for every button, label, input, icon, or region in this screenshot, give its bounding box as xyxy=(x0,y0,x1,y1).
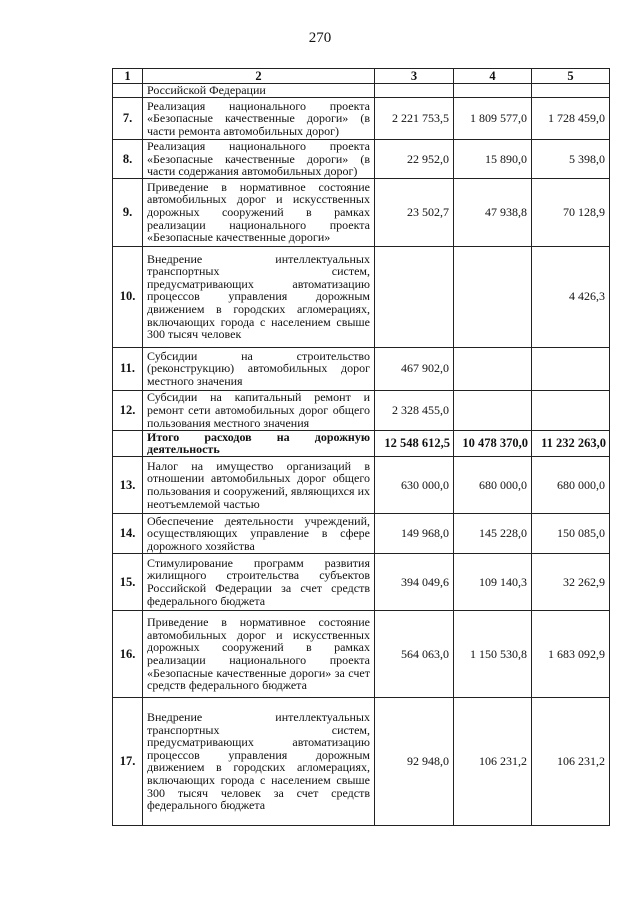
table-body xyxy=(113,84,610,826)
table-row-total xyxy=(113,430,610,456)
row-value-col5: 1 683 092,9 xyxy=(532,610,610,697)
row-value-col3 xyxy=(375,84,454,98)
row-value-col5: 32 262,9 xyxy=(532,553,610,610)
column-header-2: 2 xyxy=(143,69,375,84)
row-number: 17. xyxy=(113,697,143,825)
table-row xyxy=(113,553,610,610)
row-value-col5: 150 085,0 xyxy=(532,513,610,553)
row-value-col5: 680 000,0 xyxy=(532,456,610,513)
row-number xyxy=(113,84,143,98)
table-row xyxy=(113,246,610,347)
table-row xyxy=(113,347,610,390)
row-number: 9. xyxy=(113,178,143,246)
table-header-row xyxy=(113,69,610,84)
column-header-3: 3 xyxy=(375,69,454,84)
row-value-col3: 22 952,0 xyxy=(375,140,454,179)
row-number: 8. xyxy=(113,140,143,179)
table-row xyxy=(113,140,610,179)
row-value-col4: 47 938,8 xyxy=(454,178,532,246)
row-value-col3: 23 502,7 xyxy=(375,178,454,246)
row-description: Внедрение интеллектуальных транспортных систем, предусматривающих автоматизацию процессов управления дорожным движением в городских агломерациях, включающих города с населением свыше 300 тысяч человек за счет средств федерального бюджета xyxy=(143,697,375,825)
row-value-col5: 106 231,2 xyxy=(532,697,610,825)
row-description: Реализация национального проекта «Безопасные качественные дороги» (в части содержания автомобильных дорог) xyxy=(143,140,375,179)
row-value-col3: 2 221 753,5 xyxy=(375,98,454,140)
budget-table xyxy=(112,68,610,826)
column-header-1: 1 xyxy=(113,69,143,84)
row-description: Приведение в нормативное состояние автомобильных дорог и искусственных дорожных сооружений в рамках реализации национального проекта «Безопасные качественные дороги» xyxy=(143,178,375,246)
row-description: Итого расходов на дорожную деятельность xyxy=(143,430,375,456)
row-value-col4: 680 000,0 xyxy=(454,456,532,513)
row-value-col3: 467 902,0 xyxy=(375,347,454,390)
row-description: Стимулирование программ развития жилищного строительства субъектов Российской Федерации за счет средств федерального бюджета xyxy=(143,553,375,610)
row-value-col3: 564 063,0 xyxy=(375,610,454,697)
row-value-col4: 10 478 370,0 xyxy=(454,430,532,456)
row-value-col5: 11 232 263,0 xyxy=(532,430,610,456)
row-value-col4: 109 140,3 xyxy=(454,553,532,610)
column-header-4: 4 xyxy=(454,69,532,84)
row-value-col5: 70 128,9 xyxy=(532,178,610,246)
row-number: 12. xyxy=(113,390,143,430)
table-row xyxy=(113,697,610,825)
row-value-col5: 5 398,0 xyxy=(532,140,610,179)
row-value-col3: 149 968,0 xyxy=(375,513,454,553)
table-row xyxy=(113,513,610,553)
row-value-col4 xyxy=(454,246,532,347)
table-row xyxy=(113,178,610,246)
row-value-col4 xyxy=(454,84,532,98)
row-number: 7. xyxy=(113,98,143,140)
row-value-col3 xyxy=(375,246,454,347)
row-value-col4: 106 231,2 xyxy=(454,697,532,825)
row-value-col5 xyxy=(532,390,610,430)
row-description: Российской Федерации xyxy=(143,84,375,98)
row-number: 16. xyxy=(113,610,143,697)
row-value-col5 xyxy=(532,347,610,390)
row-description: Обеспечение деятельности учреждений, осуществляющих управление в сфере дорожного хозяйства xyxy=(143,513,375,553)
row-value-col5: 4 426,3 xyxy=(532,246,610,347)
row-value-col4: 15 890,0 xyxy=(454,140,532,179)
row-value-col3: 394 049,6 xyxy=(375,553,454,610)
row-value-col5: 1 728 459,0 xyxy=(532,98,610,140)
table-row xyxy=(113,456,610,513)
table-row xyxy=(113,84,610,98)
row-number xyxy=(113,430,143,456)
row-value-col5 xyxy=(532,84,610,98)
row-value-col4: 145 228,0 xyxy=(454,513,532,553)
row-description: Внедрение интеллектуальных транспортных систем, предусматривающих автоматизацию процессов управления дорожным движением в городских агломерациях, включающих города с населением свыше 300 тысяч человек xyxy=(143,246,375,347)
row-description: Реализация национального проекта «Безопасные качественные дороги» (в части ремонта автомобильных дорог) xyxy=(143,98,375,140)
row-value-col3: 630 000,0 xyxy=(375,456,454,513)
row-value-col4: 1 809 577,0 xyxy=(454,98,532,140)
row-value-col3: 2 328 455,0 xyxy=(375,390,454,430)
table-row xyxy=(113,610,610,697)
row-number: 15. xyxy=(113,553,143,610)
row-number: 11. xyxy=(113,347,143,390)
row-description: Субсидии на строительство (реконструкцию) автомобильных дорог местного значения xyxy=(143,347,375,390)
row-value-col3: 12 548 612,5 xyxy=(375,430,454,456)
row-value-col4: 1 150 530,8 xyxy=(454,610,532,697)
row-value-col4 xyxy=(454,390,532,430)
page-number: 270 xyxy=(308,30,332,46)
row-description: Налог на имущество организаций в отношении автомобильных дорог общего пользования и сооружений, являющихся их неотъемлемой частью xyxy=(143,456,375,513)
row-value-col4 xyxy=(454,347,532,390)
column-header-5: 5 xyxy=(532,69,610,84)
row-number: 13. xyxy=(113,456,143,513)
table-row xyxy=(113,98,610,140)
row-value-col3: 92 948,0 xyxy=(375,697,454,825)
table-row xyxy=(113,390,610,430)
row-description: Субсидии на капитальный ремонт и ремонт сети автомобильных дорог общего пользования местного значения xyxy=(143,390,375,430)
row-number: 10. xyxy=(113,246,143,347)
row-description: Приведение в нормативное состояние автомобильных дорог и искусственных дорожных сооружений в рамках реализации национального проекта «Безопасные качественные дороги» за счет средств федерального бюджета xyxy=(143,610,375,697)
row-number: 14. xyxy=(113,513,143,553)
